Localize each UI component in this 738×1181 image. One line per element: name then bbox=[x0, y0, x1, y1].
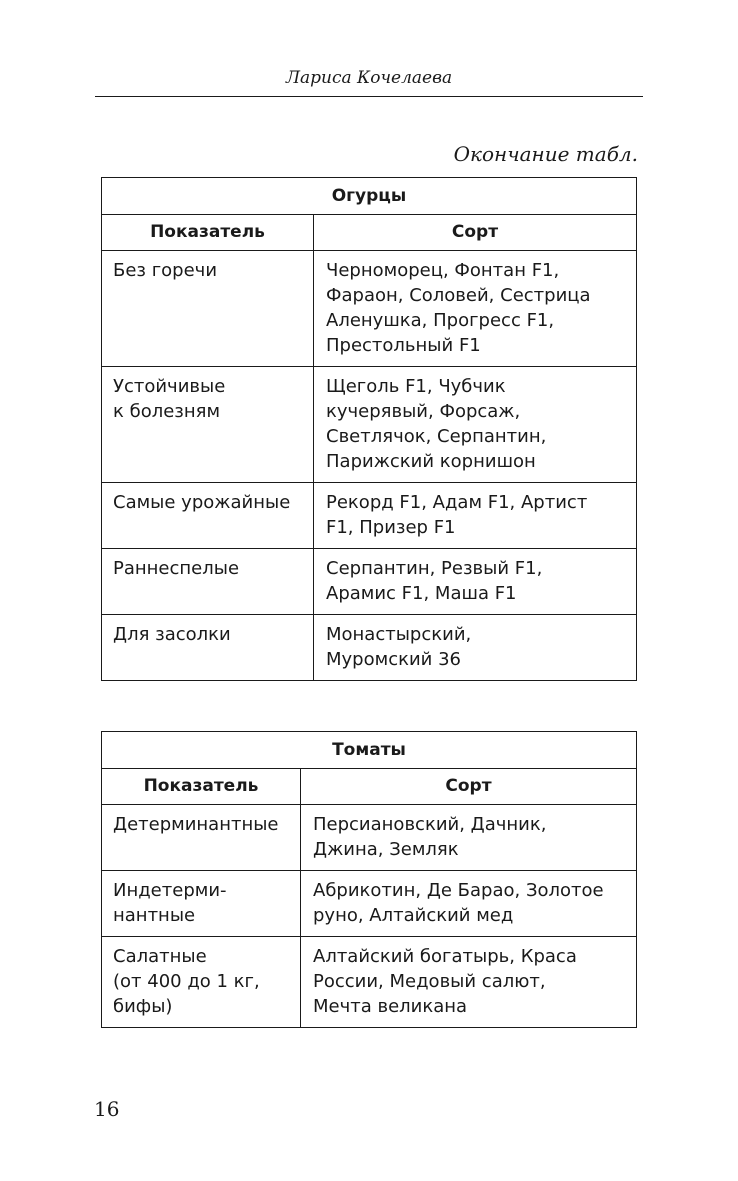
indicator-cell: Детерминантные bbox=[102, 805, 301, 871]
column-header-variety: Сорт bbox=[301, 769, 637, 805]
table-row bbox=[102, 871, 637, 937]
variety-cell: Абрикотин, Де Барао, Золотое руно, Алтайский мед bbox=[301, 871, 637, 937]
table-title: Огурцы bbox=[102, 178, 637, 215]
variety-cell: Алтайский богатырь, Краса России, Медовый салют, Мечта великана bbox=[301, 937, 637, 1028]
table-title: Томаты bbox=[102, 732, 637, 769]
indicator-cell: Индетерми- нантные bbox=[102, 871, 301, 937]
table-row bbox=[102, 615, 637, 681]
variety-cell: Серпантин, Резвый F1, Арамис F1, Маша F1 bbox=[314, 549, 637, 615]
indicator-cell: Без горечи bbox=[102, 251, 314, 367]
table-row bbox=[102, 483, 637, 549]
variety-cell: Персиановский, Дачник, Джина, Земляк bbox=[301, 805, 637, 871]
indicator-cell: Раннеспелые bbox=[102, 549, 314, 615]
cucumbers-table bbox=[101, 177, 637, 681]
indicator-cell: Для засолки bbox=[102, 615, 314, 681]
page-number: 16 bbox=[94, 1097, 120, 1121]
column-header-indicator: Показатель bbox=[102, 215, 314, 251]
column-header-variety: Сорт bbox=[314, 215, 637, 251]
variety-cell: Щеголь F1, Чубчик кучерявый, Форсаж, Светлячок, Серпантин, Парижский корнишон bbox=[314, 367, 637, 483]
header-rule bbox=[95, 96, 643, 97]
column-header-indicator: Показатель bbox=[102, 769, 301, 805]
table-row bbox=[102, 937, 637, 1028]
running-head: Лариса Кочелаева bbox=[285, 68, 453, 88]
table-row bbox=[102, 367, 637, 483]
variety-cell: Монастырский, Муромский 36 bbox=[314, 615, 637, 681]
table-row bbox=[102, 251, 637, 367]
table-row bbox=[102, 549, 637, 615]
indicator-cell: Салатные (от 400 до 1 кг, бифы) bbox=[102, 937, 301, 1028]
table-row bbox=[102, 805, 637, 871]
tomatoes-table bbox=[101, 731, 637, 1028]
variety-cell: Черноморец, Фонтан F1, Фараон, Соловей, Сестрица Аленушка, Прогресс F1, Престольный F1 bbox=[314, 251, 637, 367]
variety-cell: Рекорд F1, Адам F1, Артист F1, Призер F1 bbox=[314, 483, 637, 549]
indicator-cell: Устойчивые к болезням bbox=[102, 367, 314, 483]
indicator-cell: Самые урожайные bbox=[102, 483, 314, 549]
table-continuation-label: Окончание табл. bbox=[453, 142, 638, 166]
